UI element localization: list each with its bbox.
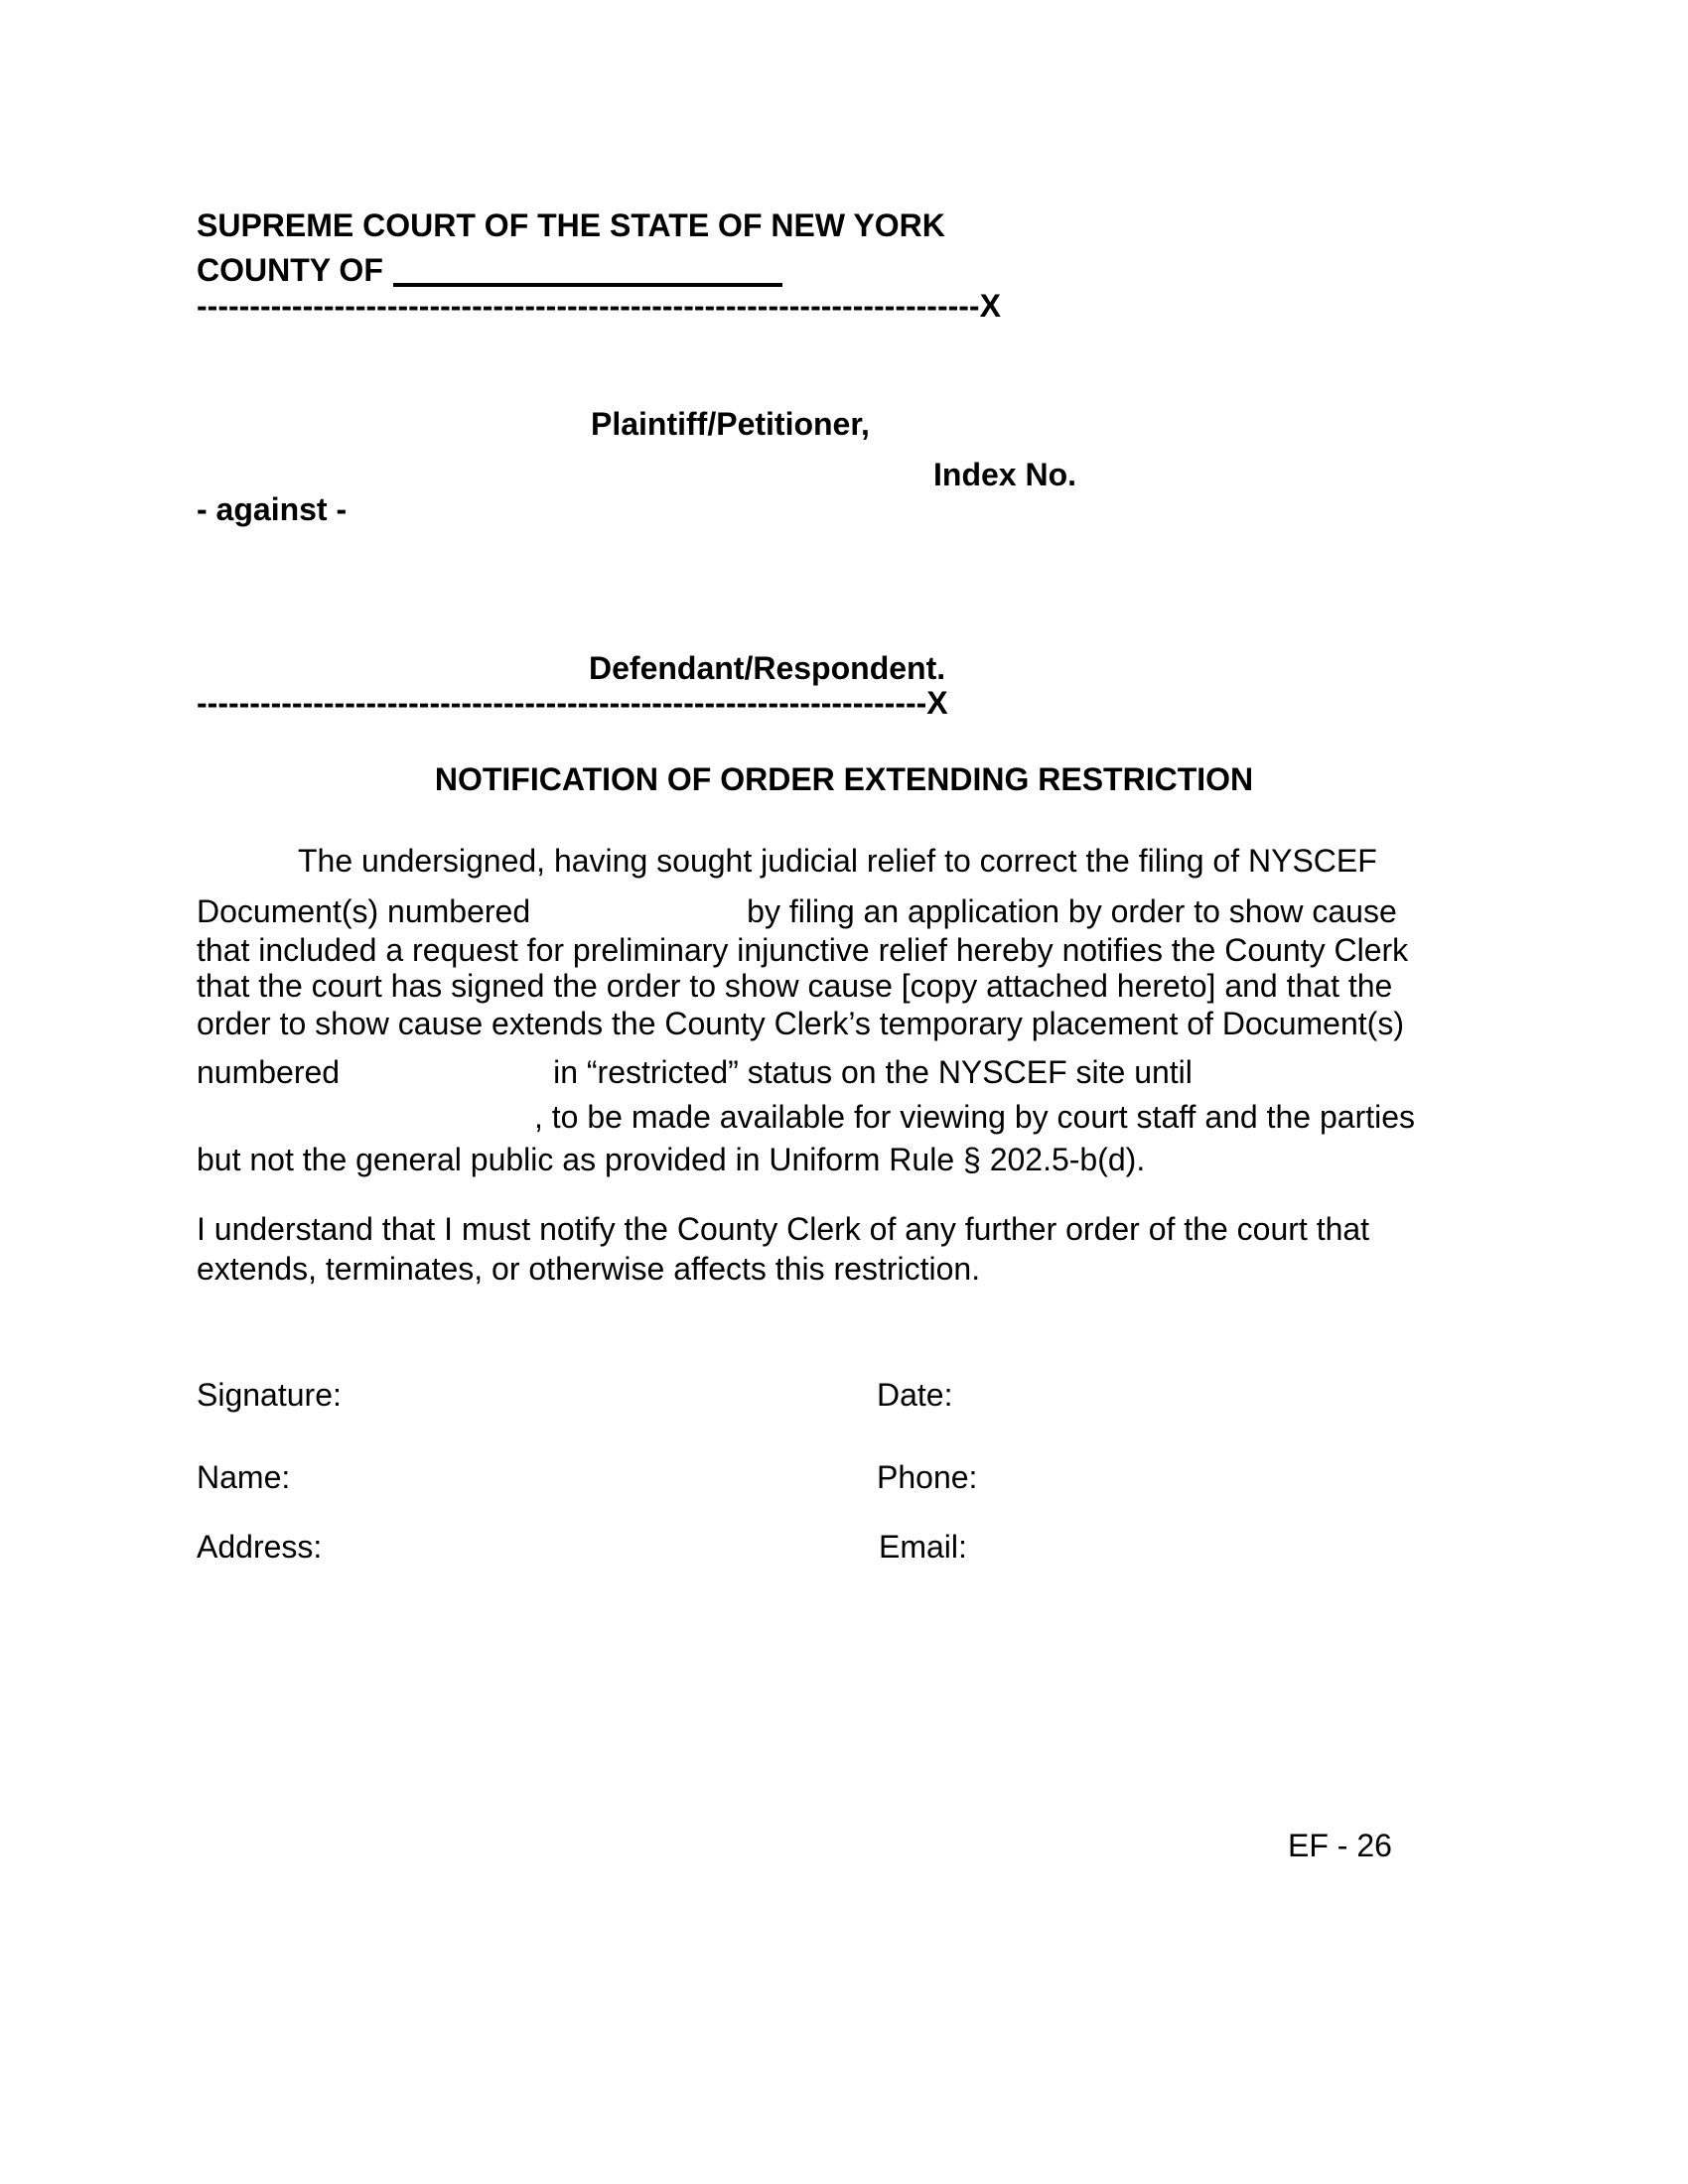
county-of-label: COUNTY OF <box>197 252 383 288</box>
restriction-date-blank[interactable] <box>197 1127 534 1128</box>
paragraph1-line2-text-before: Document(s) numbered <box>197 893 531 929</box>
document-numbers-blank-1[interactable] <box>530 921 747 922</box>
paragraph2-line1: I understand that I must notify the County Clerk of any further order of the court that <box>197 1211 1370 1247</box>
index-no-label: Index No. <box>933 457 1077 492</box>
form-title: NOTIFICATION OF ORDER EXTENDING RESTRICTION <box>434 761 1254 797</box>
defendant-caption: Defendant/Respondent. <box>589 650 946 686</box>
address-label: Address: <box>197 1529 323 1565</box>
paragraph1-line4: that the court has signed the order to show cause [copy attached hereto] and that the <box>197 968 1393 1004</box>
paragraph1-line1: The undersigned, having sought judicial relief to correct the filing of NYSCEF <box>298 843 1377 879</box>
section-divider-top: --------------------------------------------------------------------------X <box>197 288 1001 324</box>
paragraph1-line7 <box>197 1098 1415 1136</box>
email-label: Email: <box>879 1529 967 1565</box>
paragraph1-line2-text-after: by filing an application by order to show cause <box>747 893 1397 929</box>
paragraph1-line6 <box>197 1053 1193 1091</box>
paragraph1-line6-text-before: numbered <box>197 1054 341 1090</box>
paragraph1-line6-text-after: in “restricted” status on the NYSCEF site until <box>553 1054 1193 1090</box>
paragraph1-line7-text: , to be made available for viewing by court staff and the parties <box>534 1099 1416 1135</box>
section-divider-bottom: ---------------------------------------------------------------------X <box>197 685 948 721</box>
paragraph1-line3: that included a request for preliminary injunctive relief hereby notifies the County Clerk <box>197 932 1409 968</box>
form-number: EF - 26 <box>1288 1828 1392 1863</box>
paragraph1-line8: but not the general public as provided in Uniform Rule § 202.5-b(d). <box>197 1142 1146 1177</box>
county-row <box>197 251 782 289</box>
paragraph1-line5: order to show cause extends the County Clerk’s temporary placement of Document(s) <box>197 1006 1404 1041</box>
phone-label: Phone: <box>877 1459 978 1495</box>
document-numbers-blank-2[interactable] <box>340 1082 553 1083</box>
plaintiff-caption: Plaintiff/Petitioner, <box>591 406 870 442</box>
against-label: - against - <box>197 491 348 527</box>
paragraph1-line2 <box>197 892 1397 930</box>
name-label: Name: <box>197 1459 291 1495</box>
paragraph2-line2: extends, terminates, or otherwise affects this restriction. <box>197 1251 981 1287</box>
court-name: SUPREME COURT OF THE STATE OF NEW YORK <box>197 207 945 243</box>
signature-label: Signature: <box>197 1377 342 1413</box>
date-label: Date: <box>877 1377 953 1413</box>
